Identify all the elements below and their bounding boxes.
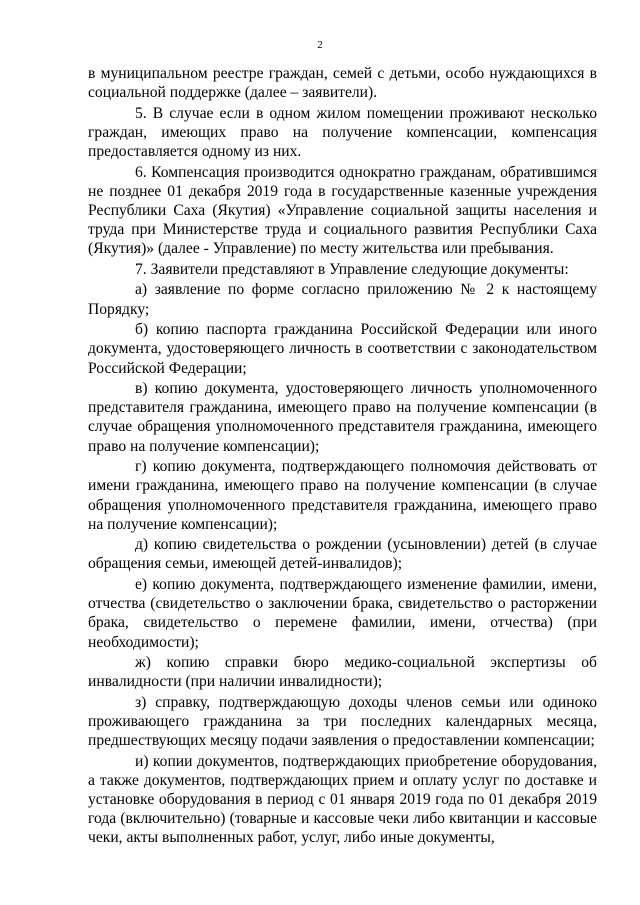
- list-item-e: е) копию документа, подтверждающего изменение фамилии, имени, отчества (свидетельство о заключении брака, свидетельство о расторжении брака, свидетельство о перемене фамилии, имени, отчества) (при необходимости);: [88, 575, 597, 651]
- list-item-b: б) копию паспорта гражданина Российской Федерации или иного документа, удостоверяющего личность в соответствии с законодательством Российской Федерации;: [88, 321, 597, 377]
- list-item-g: г) копию документа, подтверждающего полномочия действовать от имени гражданина, имеющего право на получение компенсации (в случае обращения уполномоченного представителя гражданина, имеющего право на получение компенсации);: [88, 458, 597, 533]
- list-item-d: д) копию свидетельства о рождении (усыновлении) детей (в случае обращения семьи, имеющей детей-инвалидов);: [88, 536, 597, 573]
- list-item-v: в) копию документа, удостоверяющего личность уполномоченного представителя гражданина, имеющего право на получение компенсации (в случае обращения уполномоченного представителя гражданина, имеющего право на получение компенсации);: [88, 380, 597, 455]
- list-item-i: и) копии документов, подтверждающих приобретение оборудования, а также документов, подтверждающих прием и оплату услуг по доставке и установке оборудования в период с 01 января 2019 года по 01 декабря 2019 года (включительно) (товарные и кассовые чеки либо квитанции и кассовые чеки, акты выполненных работ, услуг, либо иные документы,: [88, 752, 597, 847]
- list-item-zh: ж) копию справки бюро медико-социальной экспертизы об инвалидности (при наличии инвалидности);: [88, 654, 597, 691]
- list-item-z: з) справку, подтверждающую доходы членов семьи или одиноко проживающего гражданина за три последних календарных месяца, предшествующих месяцу подачи заявления о предоставлении компенсации;: [88, 693, 597, 750]
- paragraph-continuation: в муниципальном реестре граждан, семей с детьми, особо нуждающихся в социальной поддержке (далее – заявители).: [88, 65, 597, 102]
- list-item-a: а) заявление по форме согласно приложению № 2 к настоящему Порядку;: [88, 281, 597, 318]
- paragraph-item-7: 7. Заявители представляют в Управление следующие документы:: [135, 260, 569, 278]
- page-number: 2: [317, 39, 323, 51]
- paragraph-item-6: 6. Компенсация производится однократно гражданам, обратившимся не позднее 01 декабря 2019 года в государственные казенные учреждения Республики Саха (Якутия) «Управление социальной защиты населения и труда при Министерстве труда и социального развития Республики Саха (Якутия)» (далее - Управление) по месту жительства или пребывания.: [88, 163, 597, 258]
- paragraph-item-5: 5. В случае если в одном жилом помещении проживают несколько граждан, имеющих право на получение компенсации, компенсация предоставляется одному из них.: [88, 104, 597, 161]
- document-body: [88, 64, 597, 849]
